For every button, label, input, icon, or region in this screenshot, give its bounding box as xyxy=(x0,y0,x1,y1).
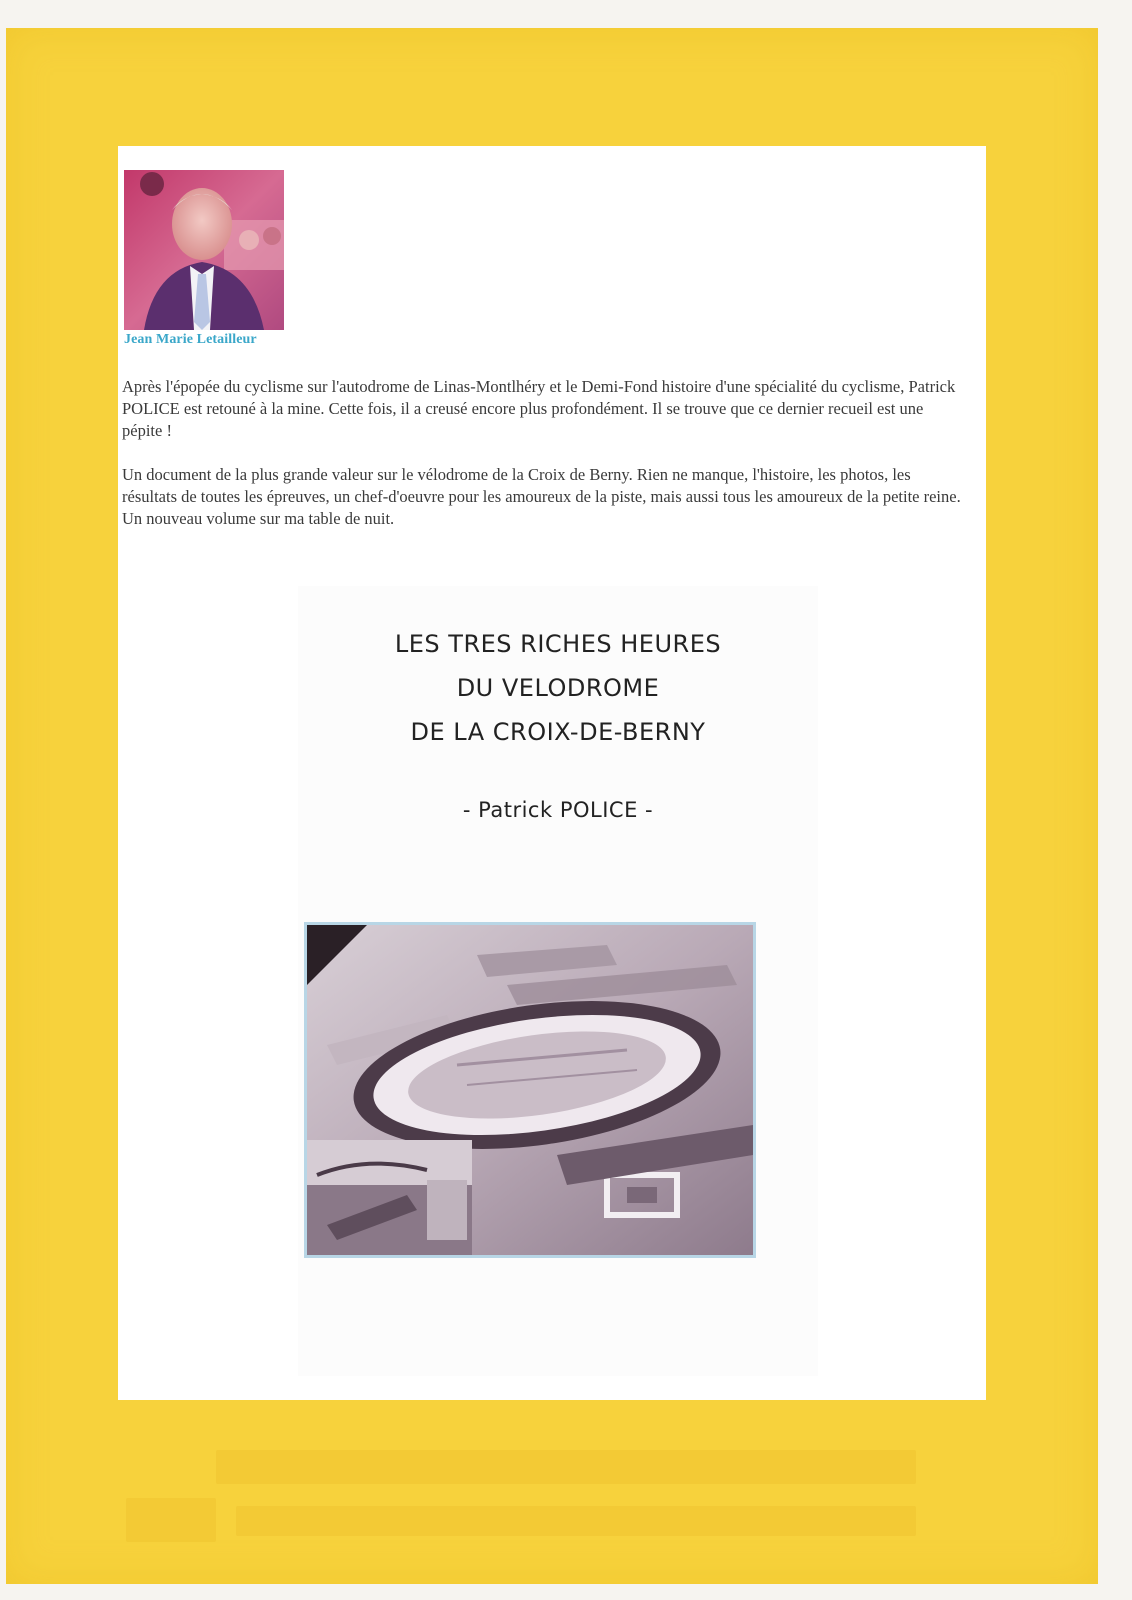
background-bleed-through xyxy=(126,1428,1006,1568)
book-title-line-1: LES TRES RICHES HEURES xyxy=(394,630,722,658)
aerial-velodrome-photo xyxy=(304,922,756,1258)
author-name: Jean Marie Letailleur xyxy=(124,332,257,347)
book-author: - Patrick POLICE - xyxy=(462,798,654,822)
book-cover xyxy=(298,586,818,1376)
author-block xyxy=(124,170,284,348)
article-page xyxy=(118,146,986,1400)
intro-text xyxy=(122,376,962,552)
book-title-line-2: DU VELODROME xyxy=(456,674,660,702)
book-title-line-3: DE LA CROIX-DE-BERNY xyxy=(410,718,706,746)
intro-paragraph-1: Après l'épopée du cyclisme sur l'autodrome de Linas-Montlhéry et le Demi-Fond histoire d'une spécialité du cyclisme, Patrick POLICE est retouné à la mine. Cette fois, il a creusé encore plus profondément. Il se trouve que ce dernier recueil est une pépite ! xyxy=(122,377,956,440)
intro-paragraph-2: Un document de la plus grande valeur sur le vélodrome de la Croix de Berny. Rien ne manque, l'histoire, les photos, les résultats de toutes les épreuves, un chef-d'oeuvre pour les amoureux de la piste, mais aussi tous les amoureux de la petite reine. Un nouveau volume sur ma table de nuit. xyxy=(122,465,961,528)
author-portrait-photo xyxy=(124,170,284,330)
book-title xyxy=(298,622,818,754)
